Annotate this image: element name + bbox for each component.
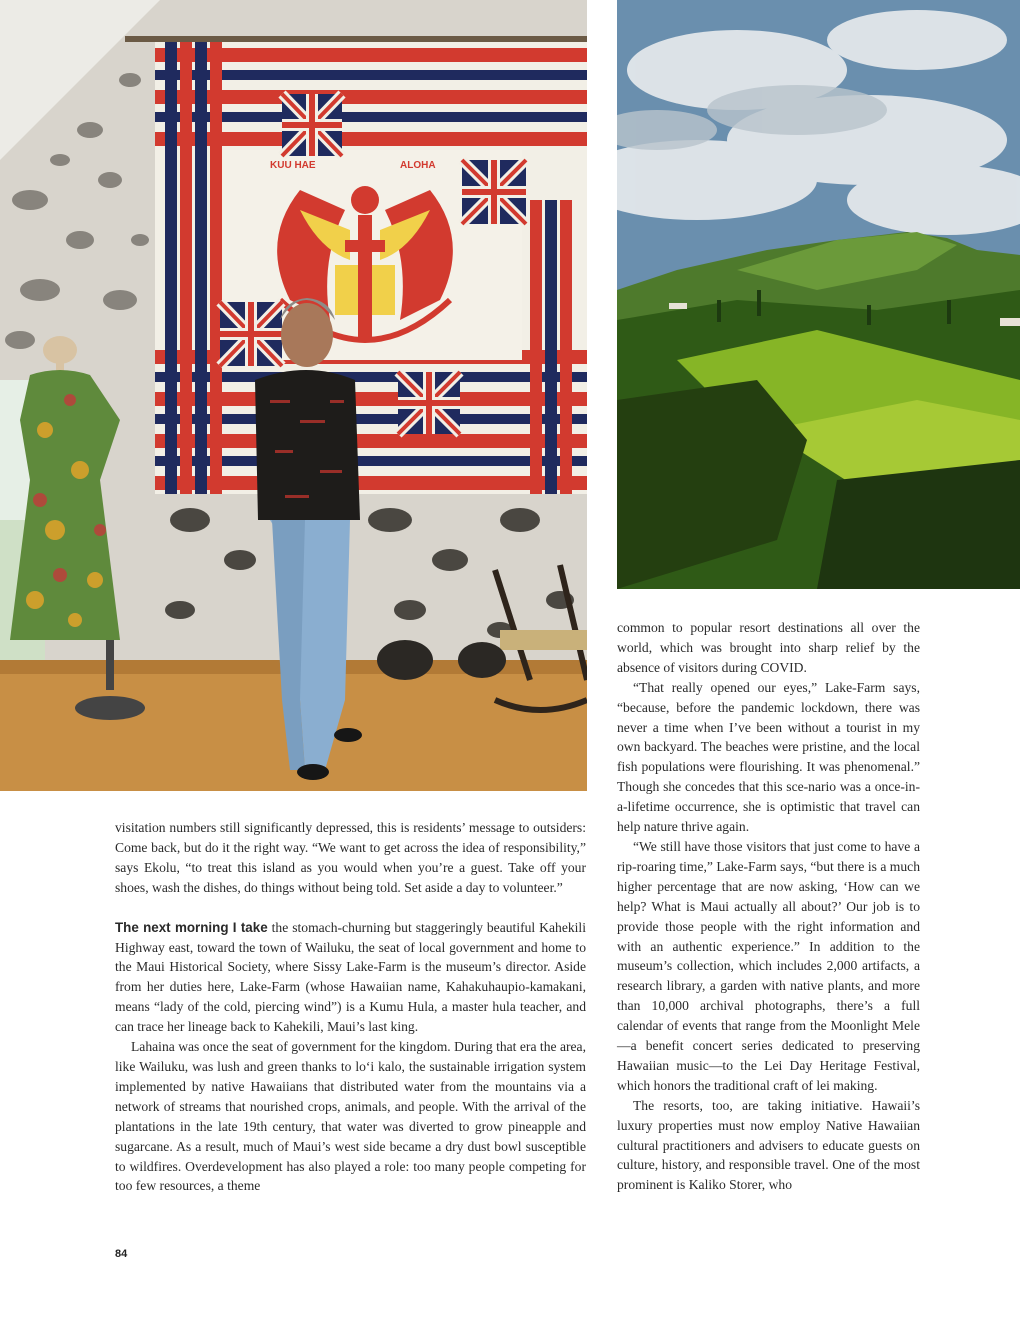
article-column-right (617, 618, 920, 1195)
quilt-motto-right: ALOHA (400, 160, 436, 171)
lead-in: The next morning I take (115, 919, 268, 935)
paragraph-body: the stomach-churning but staggeringly beautiful Kahekili Highway east, toward the town of Wailuku, the seat of local government and home to the Maui Historical Society, where Sissy Lake-Farm is the museum’s director. Aside from her duties here, Lake-Farm (whose Hawaiian name, Kahakuhaupio-kamakani, means “lady of the cold, piercing wind”) is a Kumu Hula, a master hula teacher, and can trace her lineage back to Kahekili, Maui’s last king. (115, 919, 586, 1035)
paragraph: Lahaina was once the seat of government for the kingdom. During that era the area, like Wailuku, was lush and green thanks to lo‘i kalo, the sustainable irrigation system implemented by native Hawaiians that distributed water from the mountains via a network of streams that nourished crops, animals, and people. With the arrival of the plantations in the late 19th century, that water was diverted to grow pineapple and sugarcane. As a result, much of Maui’s west side became a dry dust bowl susceptible to wildfires. Overdevelopment has also played a role: too many people competing for too few resources, a theme (115, 1039, 586, 1194)
paragraph (115, 918, 586, 1037)
paragraph: “We still have those visitors that just come to have a rip-roaring time,” Lake-Farm says, “but there is a much higher percentage that are now asking, ‘How can we help? What is Maui actually all about?’ Our job is to provide those people with the right information and with an authentic experience.” In addition to the museum’s collection, which includes 2,000 artifacts, a research library, a garden with native plants, and more than 10,000 archival photographs, there’s a full calendar of events that range from the Moonlight Mele—a benefit concert series dedicated to preserving Hawaiian music—to the Lei Day Heritage Festival, which honors the traditional craft of lei making. (617, 838, 920, 1093)
paragraph: “That really opened our eyes,” Lake-Farm says, “because, before the pandemic lockdown, there was never a time when I’ve been without a tourist in my own backyard. The beaches were pristine, and the local fish populations were flourishing. It was phenomenal.” Though she concedes that this sce-nario was a once-in-a-lifetime occurrence, she is optimistic that travel can help nature thrive again. (617, 679, 920, 835)
paragraph: The resorts, too, are taking initiative. Hawaii’s luxury properties must now employ Native Hawaiian cultural practitioners and advisers to educate guests on culture, history, and responsible travel. One of the most prominent is Kaliko Storer, who (617, 1097, 920, 1193)
union-jack-1 (282, 94, 342, 156)
museum-photo (0, 0, 587, 791)
page-number: 84 (115, 1248, 128, 1260)
landscape-photo (617, 0, 1020, 589)
paragraph: common to popular resort destinations all over the world, which was brought into sharp relief by the absence of visitors during COVID. (617, 620, 920, 675)
article-column-left (115, 818, 586, 1196)
paragraph: visitation numbers still significantly depressed, this is residents’ message to outsiders: Come back, but do it the right way. “We want to get across the idea of responsibility,” says Ekolu, “to treat this island as you would when you’re a guest. Take off your shoes, wash the dishes, do things without being told. Set aside a day to volunteer.” (115, 820, 586, 895)
quilt-motto-left: KUU HAE (270, 160, 316, 171)
